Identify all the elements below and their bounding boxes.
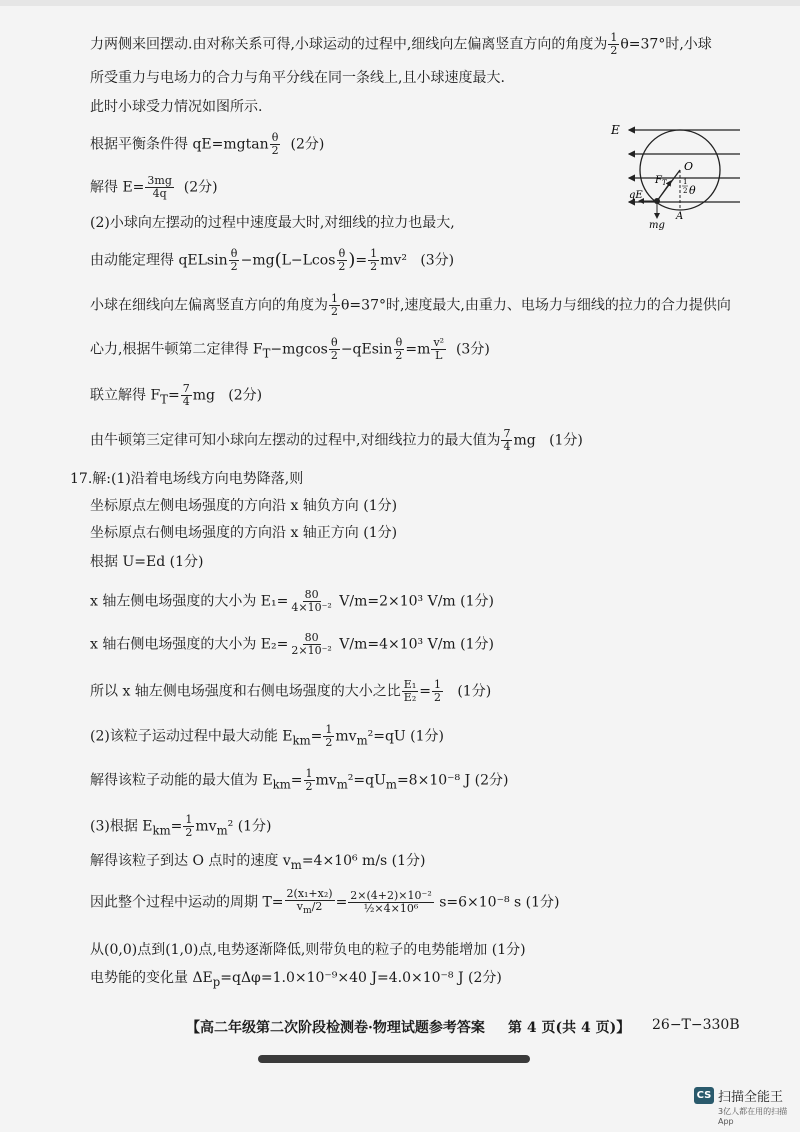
q16-line-9: 心力,根据牛顿第二定律得 $F_T-mgcos$ $\frac{\theta}{2}$ −qEsin $\frac{\theta}{2}$ =m $\frac{\text{v²}}{L}$ (3分) [90, 336, 490, 362]
q17-line-10: (3)根据 $E_{km}=$ $\frac{1}{2}$ $mv_m^2$ (1分) [90, 813, 272, 839]
q17-line-4: 根据 U=Ed (1分) [90, 554, 204, 570]
q17-line-9: 解得该粒子动能的最大值为 $E_{km}=$ $\frac{1}{2}$ $mv_m^2=qU_m=8\times 10^{-8}$ J (2分) [90, 767, 509, 793]
label-FT: $F_T$ [655, 175, 667, 187]
label-A: A [676, 211, 684, 222]
label-qE: qE [629, 190, 643, 201]
q16-line-2: 所受重力与电场力的合力与角平分线在同一条线上,且小球速度最大. [90, 70, 505, 86]
q17-line-7: 所以 x 轴左侧电场强度和右侧电场强度的大小之比 $\frac{\text{E₁}}{\text{E₂}}$ = $\frac{1}{2}$ (1分) [90, 678, 492, 704]
q16-line-6: (2)小球向左摆动的过程中速度最大时,对细线的拉力也最大, [90, 215, 455, 231]
q17-line-3: 坐标原点右侧电场强度的方向沿 x 轴正方向 (1分) [90, 525, 398, 541]
q17-line-6: x 轴右侧电场强度的大小为 E₂= $\frac{80}{\text{2×10⁻²}}$ V/m=4×10³ V/m (1分) [90, 631, 494, 657]
label-two: 2 [683, 187, 688, 195]
label-half: 1 [683, 178, 688, 186]
q16-line-10: 联立解得 $F_T=$ $\frac{7}{4}$ mg (2分) [90, 382, 263, 408]
force-diagram [605, 118, 745, 233]
top-edge [0, 0, 800, 6]
q16-line-3: 此时小球受力情况如图所示. [90, 99, 263, 115]
footer-code: 26−T−330B [652, 1017, 740, 1033]
label-E: E [611, 123, 620, 137]
label-theta: θ [689, 184, 696, 197]
q17-line-5: x 轴左侧电场强度的大小为 E₁= $\frac{80}{\text{4×10⁻²}}$ V/m=2×10³ V/m (1分) [90, 588, 494, 614]
scanner-logo-icon: CS [694, 1087, 714, 1104]
fraction: $\frac{1}{2}$ [610, 31, 618, 57]
label-mg: mg [649, 220, 665, 231]
q17-line-2: 坐标原点左侧电场强度的方向沿 x 轴负方向 (1分) [90, 498, 398, 514]
q17-line-13: 从(0,0)点到(1,0)点,电势逐渐降低,则带负电的粒子的电势能增加 (1分) [90, 942, 526, 958]
ball [654, 198, 660, 204]
q17-line-1: 17.解:(1)沿着电场线方向电势降落,则 [70, 471, 304, 487]
q16-line-4: 根据平衡条件得 qE=mgtan $\frac{\theta}{2}$ (2分) [90, 131, 325, 157]
q17-line-8: (2)该粒子运动过程中最大动能 $E_{km}=$ $\frac{1}{2}$ $mv_m^2=qU$ (1分) [90, 723, 445, 749]
q16-line-1: 力两侧来回摆动.由对称关系可得,小球运动的过程中,细线向左偏离竖直方向的角度为 $\frac{1}{2}$ θ=37°时,小球 [90, 31, 712, 57]
footer-page: 第 4 页(共 4 页)】 [508, 1020, 631, 1036]
scanner-slogan: 3亿人都在用的扫描App [718, 1107, 788, 1126]
home-indicator[interactable] [258, 1055, 530, 1063]
label-O: O [684, 160, 694, 173]
q17-line-11: 解得该粒子到达 O 点时的速度 $v_m=4\times 10^6$ m/s (1分) [90, 853, 426, 872]
q17-line-12: 因此整个过程中运动的周期 T= $\frac{\text{2(x₁+x₂)}}{v_m/2}$ = $\frac{\text{2×(4+2)×10⁻²}}{\text{½×4×10⁶}}$ s=6×10⁻⁸ s (1分) [90, 887, 560, 917]
q16-line-7: 由动能定理得 qELsin $\frac{\theta}{2}$ −mg(L−Lcos $\frac{\theta}{2}$ )= $\frac{1}{2}$ mv² (3分) [90, 247, 455, 273]
q16-line-11: 由牛顿第三定律可知小球向左摆动的过程中,对细线拉力的最大值为 $\frac{7}{4}$ mg (1分) [90, 427, 583, 453]
q17-line-14: 电势能的变化量 $\Delta E_p=q\Delta\varphi=1.0\times 10^{-9}\times 40$ J=4.0×10⁻⁸ J (2分) [90, 970, 502, 989]
q16-line-5: 解得 E= $\frac{3mg}{4q}$ (2分) [90, 174, 218, 200]
footer-title: 【高二年级第二次阶段检测卷·物理试题参考答案 [186, 1020, 485, 1036]
q16-line-8: 小球在细线向左偏离竖直方向的角度为 $\frac{1}{2}$ θ=37°时,速度最大,由重力、电场力与细线的拉力的合力提供向 [90, 292, 731, 318]
scanner-app-name: 扫描全能王 [718, 1090, 784, 1105]
